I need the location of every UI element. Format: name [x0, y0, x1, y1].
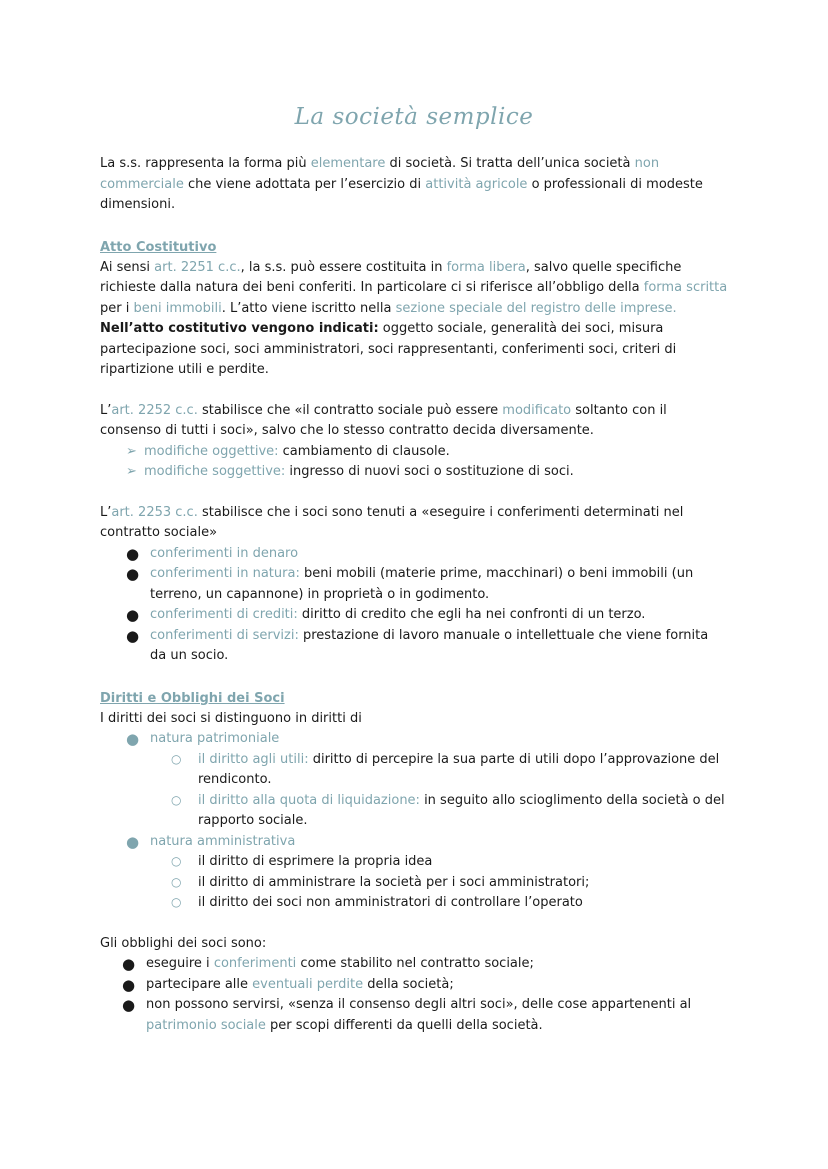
circle-bullet-icon: ○ — [171, 751, 182, 766]
bullet-icon: ● — [122, 955, 136, 973]
text: il diritto di amministrare la società per i soci amministratori; — [198, 874, 590, 890]
text: per i — [100, 300, 134, 316]
arrow-bullet-icon: ➢ — [126, 443, 137, 459]
patrimoniale-sublist — [150, 750, 728, 832]
text: eseguire i — [146, 956, 214, 971]
bullet-icon: ● — [126, 626, 140, 645]
arrow-bullet-icon: ➢ — [126, 464, 137, 479]
highlight-term: modificato — [502, 402, 572, 418]
section-heading-atto-costitutivo: Atto Costitutivo — [100, 239, 217, 255]
highlight-term: eventuali perdite — [252, 976, 364, 992]
text: della società; — [363, 976, 454, 992]
diritti-list — [100, 729, 728, 914]
highlight-term: elementare — [310, 156, 386, 171]
highlight-term: conferimenti di crediti: — [150, 607, 298, 622]
page-title: La società semplice — [294, 104, 534, 130]
text: oggetto sociale, generalità dei soci, misura partecipazione soci, soci amministratori, soci rappresentanti, conferimenti soci, criteri di ripartizione utili e perdite. — [100, 321, 677, 377]
highlight-term: il diritto agli utili: — [198, 751, 309, 767]
list-item — [126, 832, 728, 914]
highlight-term: beni immobili — [133, 300, 222, 316]
circle-bullet-icon: ○ — [171, 854, 182, 868]
text: stabilisce che «il contratto sociale può essere — [197, 402, 503, 418]
highlight-term: art. 2253 c.c. — [111, 504, 198, 520]
list-item — [126, 442, 728, 463]
list-item — [126, 564, 728, 605]
highlight-term: conferimenti in denaro — [150, 545, 299, 561]
conferimenti-list — [100, 544, 728, 667]
text: diritto di credito che egli ha nei confronti di un terzo. — [297, 607, 646, 622]
text: partecipare alle — [146, 976, 253, 992]
highlight-term: attività agricole — [425, 176, 528, 192]
circle-bullet-icon: ○ — [171, 792, 182, 807]
modifiche-list — [100, 442, 728, 483]
bullet-icon: ● — [126, 544, 140, 563]
highlight-term: natura patrimoniale — [150, 731, 280, 746]
text: . L’atto viene iscritto nella — [221, 300, 396, 316]
bullet-icon: ● — [126, 565, 140, 583]
highlight-term: il diritto alla quota di liquidazione: — [198, 792, 420, 808]
bullet-icon: ● — [126, 606, 140, 624]
highlight-term: patrimonio sociale — [146, 1017, 266, 1033]
list-item — [171, 750, 728, 791]
list-item — [122, 995, 728, 1036]
highlight-term: conferimenti — [213, 956, 297, 971]
text: che viene adottata per l’esercizio di — [183, 176, 426, 192]
list-item — [126, 626, 728, 667]
text: , la s.s. può essere costituita in — [240, 259, 447, 275]
text: beni mobili (materie prime, macchinari) o beni immobili (un terreno, un capannone) in proprietà o in godimento. — [150, 566, 694, 602]
bullet-icon: ● — [122, 996, 136, 1014]
list-item — [126, 605, 728, 626]
highlight-term: natura amministrativa — [150, 833, 296, 849]
highlight-term: art. 2252 c.c. — [111, 402, 198, 418]
text: il diritto di esprimere la propria idea — [198, 854, 433, 869]
text: in seguito allo scioglimento della società o del rapporto sociale. — [198, 792, 725, 828]
list-item — [126, 462, 728, 483]
atto-paragraph-2 — [100, 401, 728, 442]
list-item — [171, 791, 728, 832]
list-item — [122, 954, 728, 975]
text: o professionali di modeste dimensioni. — [100, 176, 703, 212]
highlight-term: art. 2251 c.c. — [154, 259, 241, 275]
diritti-intro: I diritti dei soci si distinguono in diritti di — [100, 710, 362, 726]
text: La s.s. rappresenta la forma più — [100, 156, 311, 171]
list-item — [171, 873, 728, 894]
text: come stabilito nel contratto sociale; — [296, 956, 534, 971]
bullet-icon: ● — [126, 730, 140, 748]
highlight-term: modifiche soggettive: — [144, 464, 286, 479]
atto-paragraph-3 — [100, 503, 728, 544]
highlight-term: sezione speciale del registro delle imprese. — [395, 300, 677, 316]
highlight-term: conferimenti in natura: — [150, 566, 300, 581]
obblighi-list — [100, 954, 728, 1036]
circle-bullet-icon: ○ — [171, 874, 182, 889]
text: , salvo quelle specifiche richieste dalla natura dei beni conferiti. In particolare ci si riferisce all’obbligo della — [100, 259, 682, 295]
section-heading-diritti-obblighi: Diritti e Obblighi dei Soci — [100, 690, 285, 706]
highlight-term: non commerciale — [100, 156, 660, 192]
text: stabilisce che i soci sono tenuti a «eseguire i conferimenti determinati nel contratto sociale» — [100, 504, 684, 540]
obblighi-intro: Gli obblighi dei soci sono: — [100, 935, 267, 951]
text: L’ — [100, 402, 112, 418]
list-item — [171, 852, 728, 873]
highlight-term: conferimenti di servizi: — [150, 627, 299, 643]
bullet-icon: ● — [122, 975, 136, 994]
list-item — [126, 729, 728, 832]
highlight-term: modifiche oggettive: — [144, 443, 279, 459]
bold-text: Nell’atto costitutivo vengono indicati: — [100, 321, 379, 336]
text: L’ — [100, 504, 112, 520]
text: il diritto dei soci non amministratori di controllare l’operato — [198, 895, 583, 910]
amministrativa-sublist — [150, 852, 728, 914]
intro-paragraph — [100, 154, 728, 216]
list-item — [171, 893, 728, 914]
list-item — [126, 544, 728, 565]
text: diritto di percepire la sua parte di utili dopo l’approvazione del rendiconto. — [198, 751, 720, 787]
text: non possono servirsi, «senza il consenso degli altri soci», delle cose appartenenti al — [146, 997, 692, 1012]
text: Ai sensi — [100, 259, 155, 275]
bullet-icon: ● — [126, 832, 140, 851]
highlight-term: forma libera — [446, 259, 526, 275]
atto-paragraph-1 — [100, 258, 728, 381]
text: cambiamento di clausole. — [278, 443, 450, 459]
list-item — [122, 975, 728, 996]
text: ingresso di nuovi soci o sostituzione di soci. — [285, 464, 574, 479]
circle-bullet-icon: ○ — [171, 895, 182, 909]
text: prestazione di lavoro manuale o intellettuale che viene fornita da un socio. — [150, 627, 709, 663]
text: per scopi differenti da quelli della società. — [265, 1017, 543, 1033]
text: di società. Si tratta dell’unica società — [385, 156, 635, 171]
text: soltanto con il consenso di tutti i soci», salvo che lo stesso contratto decida diversamente. — [100, 402, 667, 438]
highlight-term: forma scritta — [643, 280, 728, 295]
